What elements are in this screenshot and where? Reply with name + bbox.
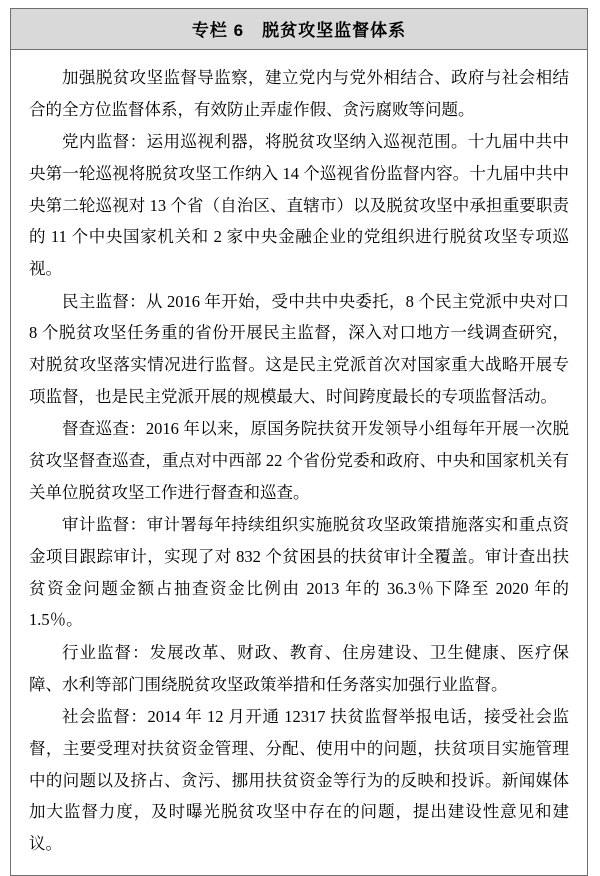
- callout-box-title: 专栏 6 脱贫攻坚监督体系: [191, 21, 407, 40]
- paragraph-6: 行业监督：发展改革、财政、教育、住房建设、卫生健康、医疗保障、水利等部门围绕脱贫攻坚政策举措和任务落实加强行业监督。: [29, 643, 569, 694]
- paragraph-5: 审计监督：审计署每年持续组织实施脱贫攻坚政策措施落实和重点资金项目跟踪审计，实现了对 832 个贫困县的扶贫审计全覆盖。审计查出扶贫资金问题金额占抽查资金比例由 2013 年的 36.3％下降至 2020 年的 1.5％。: [29, 515, 569, 630]
- callout-box-body: [11, 50, 587, 875]
- paragraph-1: 加强脱贫攻坚监督导监察，建立党内与党外相结合、政府与社会相结合的全方位监督体系，有效防止弄虚作假、贪污腐败等问题。: [29, 68, 569, 119]
- paragraph-4: 督查巡查：2016 年以来，原国务院扶贫开发领导小组每年开展一次脱贫攻坚督查巡查，重点对中西部 22 个省份党委和政府、中央和国家机关有关单位脱贫攻坚工作进行督查和巡查。: [29, 419, 569, 502]
- callout-box-header: [11, 9, 587, 50]
- paragraph-2: 党内监督：运用巡视利器，将脱贫攻坚纳入巡视范围。十九届中共中央第一轮巡视将脱贫攻坚工作纳入 14 个巡视省份监督内容。十九届中共中央第二轮巡视对 13 个省（自治区、直辖市）以及脱贫攻坚中承担重要职责的 11 个中央国家机关和 2 家中央金融企业的党组织进行脱贫攻坚专项巡视。: [29, 132, 569, 279]
- callout-box: [10, 8, 588, 876]
- paragraph-7: 社会监督：2014 年 12 月开通 12317 扶贫监督举报电话，接受社会监督，主要受理对扶贫资金管理、分配、使用中的问题，扶贫项目实施管理中的问题以及挤占、贪污、挪用扶贫资金等行为的反映和投诉。新闻媒体加大监督力度，及时曝光脱贫攻坚中存在的问题，提出建设性意见和建议。: [29, 707, 569, 854]
- paragraph-3: 民主监督：从 2016 年开始，受中共中央委托，8 个民主党派中央对口 8 个脱贫攻坚任务重的省份开展民主监督，深入对口地方一线调查研究，对脱贫攻坚落实情况进行监督。这是民主党派首次对国家重大战略开展专项监督，也是民主党派开展的规模最大、时间跨度最长的专项监督活动。: [29, 291, 569, 406]
